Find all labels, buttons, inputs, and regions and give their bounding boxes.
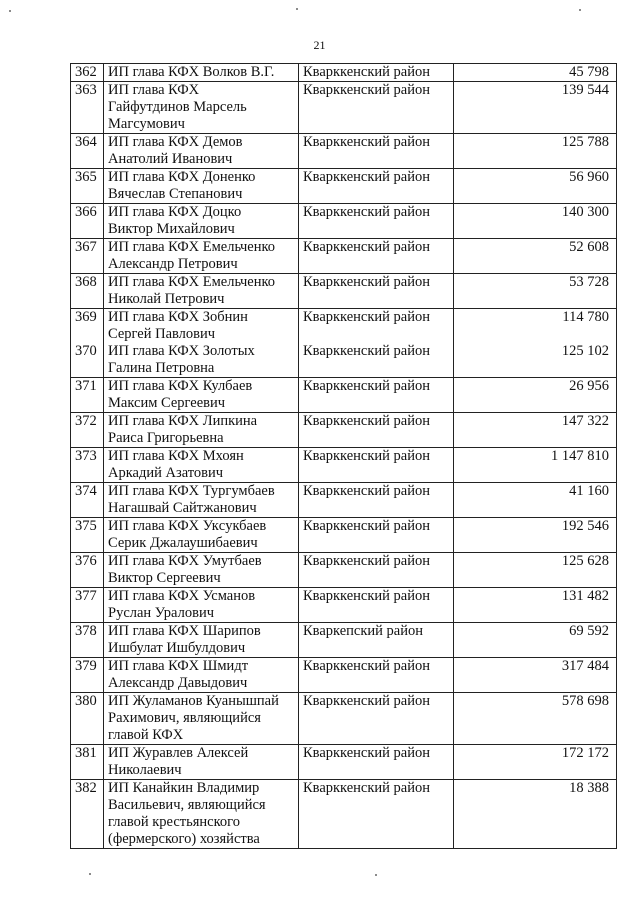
row-name-line: Виктор Сергеевич	[108, 570, 221, 586]
table-row	[71, 239, 617, 274]
row-name	[104, 658, 299, 693]
row-name-line: (фермерского) хозяйства	[108, 831, 260, 847]
row-name-line: Ишбулат Ишбулдович	[108, 640, 246, 656]
row-name-line: Нагашвай Сайтжанович	[108, 500, 257, 516]
row-district: Кварккенский район	[299, 413, 454, 448]
row-number: 364	[71, 134, 104, 169]
table-row	[71, 588, 617, 623]
row-number: 370	[71, 343, 104, 378]
row-amount: 53 728	[454, 274, 617, 309]
row-number: 372	[71, 413, 104, 448]
row-number: 377	[71, 588, 104, 623]
row-name-line: главой КФХ	[108, 727, 184, 743]
scan-speck	[375, 874, 377, 876]
row-name	[104, 134, 299, 169]
row-district: Кваркепский район	[299, 623, 454, 658]
row-name-line: Гайфутдинов Марсель	[108, 99, 247, 115]
row-district: Кварккенский район	[299, 693, 454, 745]
row-name-line: Васильевич, являющийся	[108, 797, 266, 813]
row-name-line: Аркадий Азатович	[108, 465, 224, 481]
row-name-line: ИП глава КФХ Усманов	[108, 588, 256, 604]
row-name-line: Рахимович, являющийся	[108, 710, 261, 726]
scan-speck	[296, 8, 298, 10]
scan-speck	[89, 873, 91, 875]
row-name-line: ИП глава КФХ Доненко	[108, 169, 256, 185]
row-name	[104, 553, 299, 588]
row-district: Кварккенский район	[299, 343, 454, 378]
row-number: 363	[71, 82, 104, 134]
table-row	[71, 309, 617, 344]
row-name-line: Сергей Павлович	[108, 326, 216, 342]
table-row	[71, 274, 617, 309]
table-row	[71, 518, 617, 553]
table-row	[71, 483, 617, 518]
row-name-line: ИП Журавлев Алексей	[108, 745, 249, 761]
row-name-line: Александр Петрович	[108, 256, 238, 272]
row-name	[104, 204, 299, 239]
row-amount: 26 956	[454, 378, 617, 413]
page-number: 21	[313, 38, 326, 52]
row-amount: 131 482	[454, 588, 617, 623]
row-amount: 56 960	[454, 169, 617, 204]
scan-speck	[579, 9, 581, 11]
row-number: 375	[71, 518, 104, 553]
table-row	[71, 134, 617, 169]
row-number: 371	[71, 378, 104, 413]
row-name-line: ИП глава КФХ Шмидт	[108, 658, 249, 674]
row-amount: 114 780	[454, 309, 617, 344]
table-row	[71, 343, 617, 378]
row-name	[104, 693, 299, 745]
row-district: Кварккенский район	[299, 518, 454, 553]
row-name-line: Магсумович	[108, 116, 185, 132]
row-district: Кварккенский район	[299, 134, 454, 169]
row-amount: 52 608	[454, 239, 617, 274]
row-name	[104, 483, 299, 518]
row-amount: 69 592	[454, 623, 617, 658]
table-row	[71, 64, 617, 82]
row-number: 366	[71, 204, 104, 239]
row-name-line: ИП Канайкин Владимир	[108, 780, 260, 796]
row-name-line: ИП глава КФХ Кулбаев	[108, 378, 253, 394]
row-district: Кварккенский район	[299, 780, 454, 849]
row-name-line: ИП глава КФХ Укcукбаев	[108, 518, 267, 534]
table-row	[71, 82, 617, 134]
row-amount: 192 546	[454, 518, 617, 553]
row-number: 374	[71, 483, 104, 518]
row-name	[104, 780, 299, 849]
table-body	[71, 64, 617, 849]
row-name-line: ИП глава КФХ Мхоян	[108, 448, 244, 464]
row-number: 380	[71, 693, 104, 745]
row-name-line: ИП глава КФХ	[108, 82, 200, 98]
row-amount: 125 628	[454, 553, 617, 588]
table-row	[71, 204, 617, 239]
table-row	[71, 658, 617, 693]
row-number: 362	[71, 64, 104, 82]
row-name	[104, 378, 299, 413]
row-number: 373	[71, 448, 104, 483]
row-number: 376	[71, 553, 104, 588]
row-name	[104, 518, 299, 553]
table-row	[71, 553, 617, 588]
row-name-line: Александр Давыдович	[108, 675, 248, 691]
row-number: 367	[71, 239, 104, 274]
farms-table	[70, 63, 617, 849]
row-number: 369	[71, 309, 104, 344]
row-name-line: ИП глава КФХ Демов	[108, 134, 243, 150]
row-name-line: Серик Джалаушибаевич	[108, 535, 258, 551]
table-row	[71, 780, 617, 849]
row-amount: 45 798	[454, 64, 617, 82]
row-amount: 18 388	[454, 780, 617, 849]
row-district: Кварккенский район	[299, 64, 454, 82]
row-name	[104, 169, 299, 204]
row-name-line: главой крестьянского	[108, 814, 241, 830]
row-name	[104, 588, 299, 623]
row-name-line: ИП глава КФХ Липкина	[108, 413, 258, 429]
row-district: Кварккенский район	[299, 309, 454, 344]
row-district: Кварккенский район	[299, 658, 454, 693]
row-district: Кварккенский район	[299, 169, 454, 204]
row-name-line: ИП глава КФХ Емельченко	[108, 239, 276, 255]
row-name-line: ИП глава КФХ Доцко	[108, 204, 242, 220]
row-amount: 1 147 810	[454, 448, 617, 483]
table-row	[71, 623, 617, 658]
row-number: 381	[71, 745, 104, 780]
row-district: Кварккенский район	[299, 239, 454, 274]
row-district: Кварккенский район	[299, 553, 454, 588]
row-name	[104, 82, 299, 134]
row-district: Кварккенский район	[299, 274, 454, 309]
row-name	[104, 623, 299, 658]
row-district: Кварккенский район	[299, 204, 454, 239]
row-name-line: Анатолий Иванович	[108, 151, 233, 167]
row-amount: 125 102	[454, 343, 617, 378]
row-number: 368	[71, 274, 104, 309]
row-number: 379	[71, 658, 104, 693]
row-name-line: Николай Петрович	[108, 291, 225, 307]
table-row	[71, 693, 617, 745]
row-name-line: Виктор Михайлович	[108, 221, 235, 237]
row-name-line: Галина Петровна	[108, 360, 215, 376]
table-row	[71, 378, 617, 413]
row-district: Кварккенский район	[299, 448, 454, 483]
row-amount: 41 160	[454, 483, 617, 518]
scan-speck	[9, 10, 11, 12]
table-row	[71, 413, 617, 448]
row-amount: 317 484	[454, 658, 617, 693]
row-name	[104, 448, 299, 483]
row-district: Кварккенский район	[299, 745, 454, 780]
row-amount: 139 544	[454, 82, 617, 134]
row-name-line: Вячеслав Степанович	[108, 186, 243, 202]
row-name	[104, 64, 299, 82]
row-name-line: ИП глава КФХ Золотых	[108, 343, 255, 359]
row-name-line: ИП глава КФХ Волков В.Г.	[108, 64, 275, 80]
row-district: Кварккенский район	[299, 378, 454, 413]
row-name	[104, 309, 299, 344]
row-name-line: Руслан Уралович	[108, 605, 214, 621]
row-district: Кварккенский район	[299, 483, 454, 518]
row-number: 382	[71, 780, 104, 849]
row-name-line: ИП глава КФХ Зобнин	[108, 309, 248, 325]
table-row	[71, 745, 617, 780]
row-amount: 147 322	[454, 413, 617, 448]
row-name	[104, 274, 299, 309]
row-amount: 140 300	[454, 204, 617, 239]
row-name	[104, 239, 299, 274]
row-district: Кварккенский район	[299, 588, 454, 623]
row-amount: 172 172	[454, 745, 617, 780]
row-amount: 125 788	[454, 134, 617, 169]
row-amount: 578 698	[454, 693, 617, 745]
row-name	[104, 413, 299, 448]
row-name-line: Николаевич	[108, 762, 182, 778]
table-row	[71, 448, 617, 483]
row-name-line: ИП Жуламанов Куанышпай	[108, 693, 279, 709]
row-district: Кварккенский район	[299, 82, 454, 134]
row-name	[104, 343, 299, 378]
row-name-line: ИП глава КФХ Шарипов	[108, 623, 261, 639]
row-name-line: ИП глава КФХ Умутбаев	[108, 553, 262, 569]
table-row	[71, 169, 617, 204]
row-name-line: ИП глава КФХ Тургумбаев	[108, 483, 275, 499]
row-name-line: ИП глава КФХ Емельченко	[108, 274, 276, 290]
row-name	[104, 745, 299, 780]
row-number: 378	[71, 623, 104, 658]
row-number: 365	[71, 169, 104, 204]
row-name-line: Максим Сергеевич	[108, 395, 226, 411]
row-name-line: Раиса Григорьевна	[108, 430, 224, 446]
